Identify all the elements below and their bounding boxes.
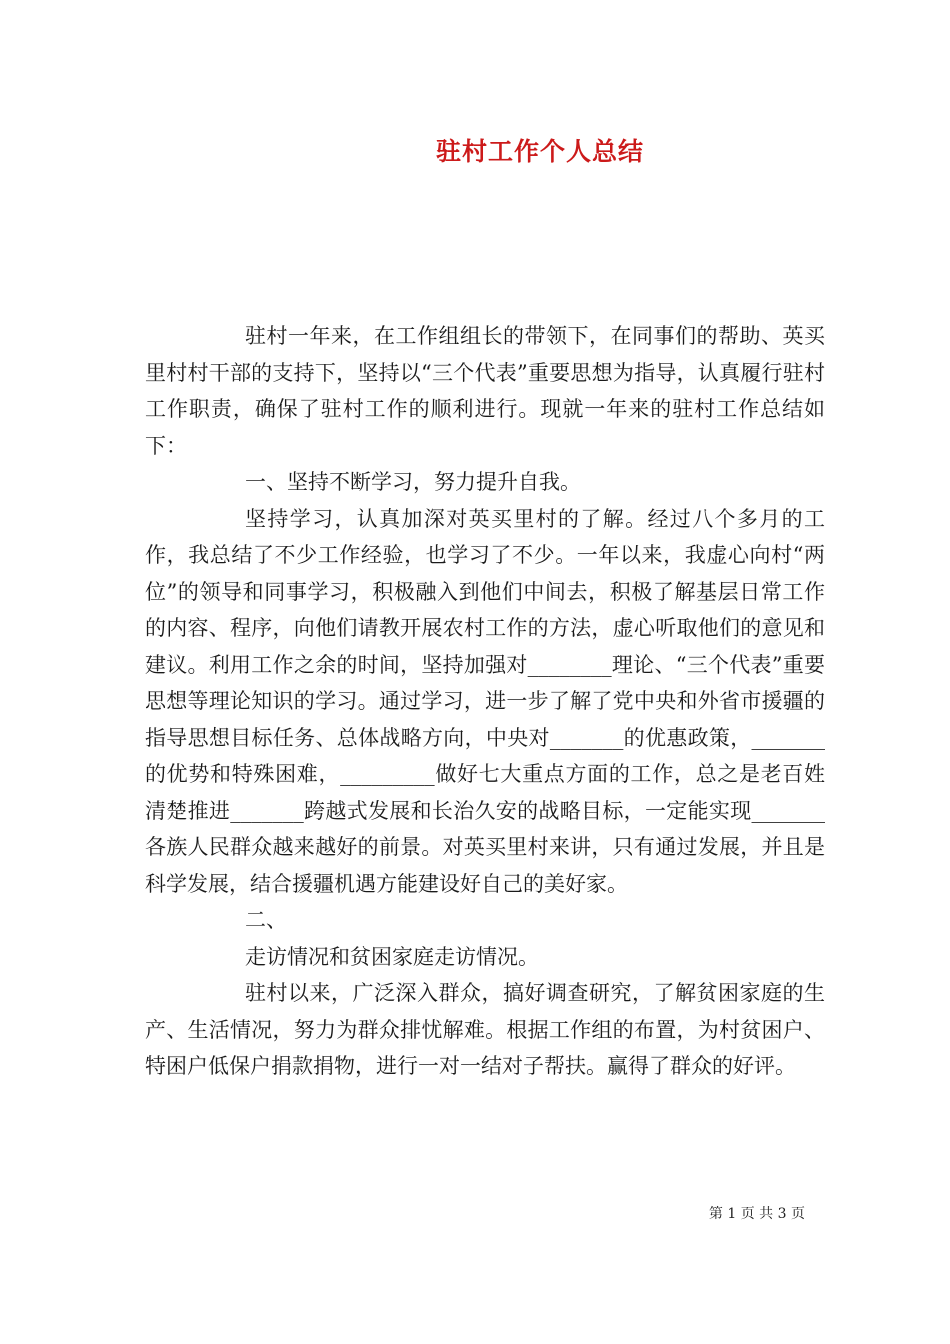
section-heading-2-number: 二、 (245, 908, 287, 932)
section-heading-1: 一、坚持不断学习，努力提升自我。 (245, 470, 581, 494)
section-heading-2-text: 走访情况和贫困家庭走访情况。 (245, 944, 539, 969)
page-number: 第 1 页 共 3 页 (708, 1206, 805, 1222)
paragraph-study: 坚持学习，认真加深对英买里村的了解。经过八个多月的工作，我总结了不少工作经验，也学习了不少。一年以来，我虚心向村“两位”的领导和同事学习，积极融入到他们中间去，积极了解基层日常工作的内容、程序，向他们请教开展农村工作的方法，虚心听取他们的意见和建议。利用工作之余的时间，坚持加强对________理论、“三个代表”重要思想等理论知识的学习。通过学习，进一步了解了党中央和外省市援疆的指导思想目标任务、总体战略方向，中央对_______的优惠政策，_______的优势和特殊困难，_________做好七大重点方面的工作，总之是老百姓清楚推进_______跨越式发展和长治久安的战略目标，一定能实现_______各族人民群众越来越好的前景。对英买里村来讲，只有通过发展，并且是科学发展，结合援疆机遇方能建设好自己的美好家。 (145, 506, 825, 896)
paragraph-intro: 驻村一年来，在工作组组长的带领下，在同事们的帮助、英买里村村干部的支持下，坚持以“三个代表”重要思想为指导，认真履行驻村工作职责，确保了驻村工作的顺利进行。现就一年来的驻村工作总结如下： (145, 324, 825, 458)
document-body (145, 318, 825, 1085)
paragraph-visits: 驻村以来，广泛深入群众，搞好调查研究，了解贫困家庭的生产、生活情况，努力为群众排忧解难。根据工作组的布置，为村贫困户、特困户低保户捐款捐物，进行一对一结对子帮扶。赢得了群众的好评。 (145, 981, 825, 1078)
document-title: 驻村工作个人总结 (435, 137, 644, 166)
